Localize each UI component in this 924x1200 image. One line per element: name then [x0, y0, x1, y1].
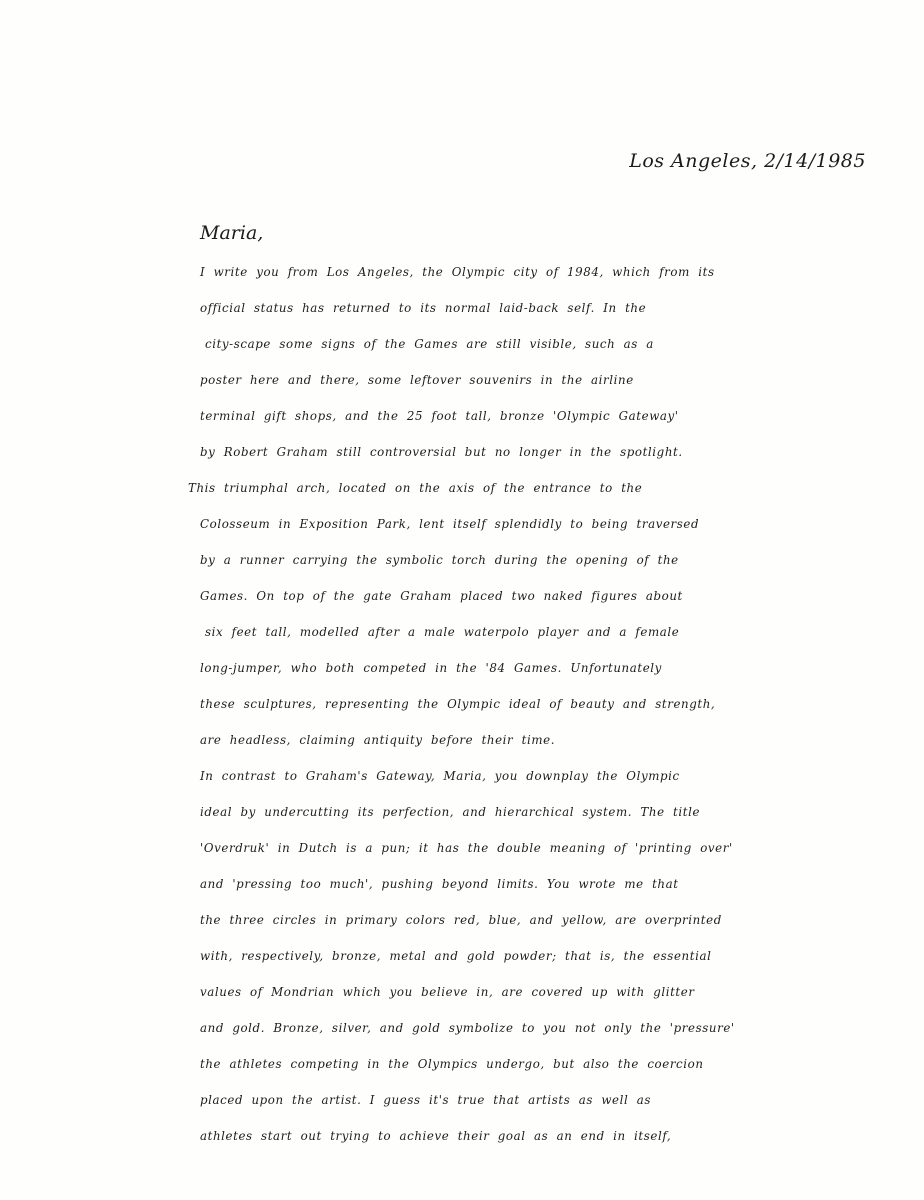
letter-line: Colosseum in Exposition Park, lent itself splendidly to being traversed — [200, 517, 700, 531]
letter-line: Games. On top of the gate Graham placed two naked figures about — [200, 589, 683, 603]
letter-line: six feet tall, modelled after a male waterpolo player and a female — [205, 625, 680, 639]
letter-line: This triumphal arch, located on the axis of the entrance to the — [188, 481, 643, 495]
letter-line: athletes start out trying to achieve their goal as an end in itself, — [200, 1129, 672, 1143]
letter-line: the three circles in primary colors red, blue, and yellow, are overprinted — [200, 913, 722, 927]
letter-line: long-jumper, who both competed in the '84 Games. Unfortunately — [200, 661, 662, 675]
letter-line: values of Mondrian which you believe in, are covered up with glitter — [200, 985, 695, 999]
letter-line: In contrast to Graham's Gateway, Maria, you downplay the Olympic — [200, 769, 680, 783]
letter-line: with, respectively, bronze, metal and gold powder; that is, the essential — [200, 949, 712, 963]
letter-body — [0, 254, 924, 1154]
letter-line: by a runner carrying the symbolic torch during the opening of the — [200, 553, 679, 567]
letter-line: 'Overdruk' in Dutch is a pun; it has the double meaning of 'printing over' — [200, 841, 733, 855]
letter-line: the athletes competing in the Olympics undergo, but also the coercion — [200, 1057, 704, 1071]
letter-line: by Robert Graham still controversial but no longer in the spotlight. — [200, 445, 683, 459]
letter-line: and gold. Bronze, silver, and gold symbolize to you not only the 'pressure' — [200, 1021, 735, 1035]
letter-line: city-scape some signs of the Games are still visible, such as a — [205, 337, 654, 351]
letter-line: these sculptures, representing the Olympic ideal of beauty and strength, — [200, 697, 716, 711]
letter-line: are headless, claiming antiquity before their time. — [200, 733, 556, 747]
letter-dateline: Los Angeles, 2/14/1985 — [629, 150, 866, 172]
letter-line: placed upon the artist. I guess it's true that artists as well as — [200, 1093, 652, 1107]
letter-line: ideal by undercutting its perfection, and hierarchical system. The title — [200, 805, 701, 819]
letter-salutation: Maria, — [200, 222, 264, 244]
letter-line: and 'pressing too much', pushing beyond limits. You wrote me that — [200, 877, 679, 891]
letter-line: official status has returned to its normal laid-back self. In the — [200, 301, 647, 315]
letter-line: terminal gift shops, and the 25 foot tall, bronze 'Olympic Gateway' — [200, 409, 679, 423]
letter-line: I write you from Los Angeles, the Olympic city of 1984, which from its — [200, 265, 715, 279]
letter-line: poster here and there, some leftover souvenirs in the airline — [200, 373, 634, 387]
